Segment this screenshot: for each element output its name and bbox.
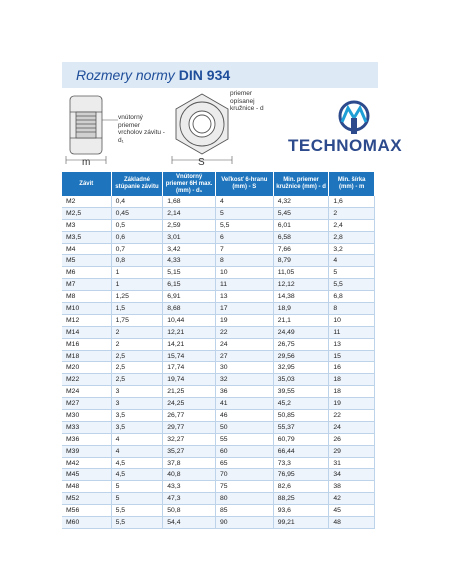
table-cell: 38: [329, 481, 375, 493]
table-cell: 24: [215, 338, 273, 350]
table-cell: 10: [329, 314, 375, 326]
table-cell: 5,15: [163, 267, 216, 279]
table-cell: 0,5: [111, 219, 163, 231]
table-row: [62, 481, 375, 493]
table-row: [62, 410, 375, 422]
table-cell: 18,9: [273, 303, 329, 315]
table-cell: 3: [111, 386, 163, 398]
title-bar: [62, 62, 378, 88]
table-cell: M22: [62, 374, 111, 386]
table-cell: 88,25: [273, 493, 329, 505]
table-cell: 42: [329, 493, 375, 505]
table-row: [62, 469, 375, 481]
table-cell: 90: [215, 517, 273, 529]
table-cell: M16: [62, 338, 111, 350]
table-cell: 5,45: [273, 207, 329, 219]
table-row: [62, 350, 375, 362]
table-cell: 66,44: [273, 445, 329, 457]
table-cell: 17,74: [163, 362, 216, 374]
table-cell: 19: [215, 314, 273, 326]
table-cell: 50,85: [273, 410, 329, 422]
table-cell: 22: [329, 410, 375, 422]
table-cell: M8: [62, 291, 111, 303]
table-cell: 4,33: [163, 255, 216, 267]
table-cell: 39,55: [273, 386, 329, 398]
table-cell: 8,79: [273, 255, 329, 267]
table-cell: 2,4: [329, 219, 375, 231]
table-row: [62, 374, 375, 386]
table-cell: M45: [62, 469, 111, 481]
table-cell: 50: [215, 421, 273, 433]
table-row: [62, 493, 375, 505]
table-cell: M36: [62, 433, 111, 445]
table-cell: 5,5: [111, 517, 163, 529]
table-header-row: [62, 172, 375, 196]
table-cell: 4,5: [111, 469, 163, 481]
table-cell: 35,27: [163, 445, 216, 457]
table-cell: 37,8: [163, 457, 216, 469]
table-row: [62, 255, 375, 267]
table-cell: 19,74: [163, 374, 216, 386]
table-cell: 2,5: [111, 350, 163, 362]
table-cell: M39: [62, 445, 111, 457]
table-row: [62, 338, 375, 350]
table-cell: 45: [329, 505, 375, 517]
table-row: [62, 326, 375, 338]
table-cell: 3: [111, 398, 163, 410]
table-cell: 73,3: [273, 457, 329, 469]
table-cell: 0,6: [111, 231, 163, 243]
table-cell: 6,58: [273, 231, 329, 243]
table-cell: 8: [329, 303, 375, 315]
table-cell: 21,25: [163, 386, 216, 398]
table-cell: 99,21: [273, 517, 329, 529]
table-row: [62, 362, 375, 374]
table-cell: 76,95: [273, 469, 329, 481]
table-cell: 24,25: [163, 398, 216, 410]
table-row: [62, 231, 375, 243]
table-cell: 26,75: [273, 338, 329, 350]
table-cell: M10: [62, 303, 111, 315]
table-cell: 60,79: [273, 433, 329, 445]
table-cell: 2,14: [163, 207, 216, 219]
table-cell: 4,32: [273, 196, 329, 207]
table-cell: 5: [111, 493, 163, 505]
table-cell: M30: [62, 410, 111, 422]
table-cell: 93,6: [273, 505, 329, 517]
table-cell: 2,5: [111, 362, 163, 374]
table-row: [62, 243, 375, 255]
table-cell: 2,5: [111, 374, 163, 386]
table-cell: 0,45: [111, 207, 163, 219]
table-cell: 6,15: [163, 279, 216, 291]
table-cell: 6: [215, 231, 273, 243]
table-cell: 75: [215, 481, 273, 493]
table-cell: 17: [215, 303, 273, 315]
table-cell: 6,01: [273, 219, 329, 231]
table-cell: M20: [62, 362, 111, 374]
table-cell: 2: [111, 326, 163, 338]
table-cell: M60: [62, 517, 111, 529]
table-cell: 43,3: [163, 481, 216, 493]
inner-diameter-label: vnútorný priemer vrcholov závitu - d₁: [118, 114, 165, 144]
table-cell: 29,56: [273, 350, 329, 362]
table-cell: M7: [62, 279, 111, 291]
table-row: [62, 303, 375, 315]
dim-s-label: S: [198, 157, 205, 168]
table-cell: 4: [329, 255, 375, 267]
table-cell: M14: [62, 326, 111, 338]
table-cell: 4,5: [111, 457, 163, 469]
table-row: [62, 421, 375, 433]
table-cell: 1: [111, 267, 163, 279]
table-cell: 2,8: [329, 231, 375, 243]
table-row: [62, 207, 375, 219]
table-cell: M2,5: [62, 207, 111, 219]
table-row: [62, 219, 375, 231]
col-header-min-width: Min. šírka (mm) - m: [329, 172, 375, 196]
table-cell: 46: [215, 410, 273, 422]
outer-diameter-label: priemer opísanej kružnice - d: [230, 90, 264, 112]
table-cell: 14,21: [163, 338, 216, 350]
table-row: [62, 314, 375, 326]
table-cell: 6,91: [163, 291, 216, 303]
table-cell: 5: [111, 481, 163, 493]
table-cell: M2: [62, 196, 111, 207]
table-cell: M24: [62, 386, 111, 398]
table-cell: 13: [329, 338, 375, 350]
table-cell: 18: [329, 374, 375, 386]
table-cell: 10,44: [163, 314, 216, 326]
col-header-hex-size: Veľkosť 6-hranu (mm) - S: [215, 172, 273, 196]
table-cell: 48: [329, 517, 375, 529]
title-prefix: Rozmery normy: [76, 67, 175, 83]
table-cell: 55,37: [273, 421, 329, 433]
table-row: [62, 398, 375, 410]
col-header-inner-diameter: Vnútorný priemer 6H max. (mm) - d₁: [163, 172, 216, 196]
table-cell: 36: [215, 386, 273, 398]
table-cell: 8: [215, 255, 273, 267]
table-cell: M4: [62, 243, 111, 255]
table-cell: 3,5: [111, 410, 163, 422]
table-cell: 1: [111, 279, 163, 291]
table-cell: 16: [329, 362, 375, 374]
table-cell: 5: [329, 267, 375, 279]
table-row: [62, 505, 375, 517]
table-cell: 24: [329, 421, 375, 433]
table-cell: 31: [329, 457, 375, 469]
table-cell: 1,68: [163, 196, 216, 207]
table-row: [62, 386, 375, 398]
table-cell: 3,2: [329, 243, 375, 255]
table-cell: 18: [329, 386, 375, 398]
table-cell: 13: [215, 291, 273, 303]
table-cell: 21,1: [273, 314, 329, 326]
table-cell: 11,05: [273, 267, 329, 279]
table-cell: 29: [329, 445, 375, 457]
table-cell: 0,8: [111, 255, 163, 267]
table-cell: 32: [215, 374, 273, 386]
table-cell: 26: [329, 433, 375, 445]
table-cell: M48: [62, 481, 111, 493]
col-header-thread: Závit: [62, 172, 111, 196]
table-cell: 15,74: [163, 350, 216, 362]
table-cell: 70: [215, 469, 273, 481]
table-cell: 2: [329, 207, 375, 219]
table-cell: 10: [215, 267, 273, 279]
col-header-pitch: Základné stúpanie závitu: [111, 172, 163, 196]
table-cell: 12,12: [273, 279, 329, 291]
table-cell: 30: [215, 362, 273, 374]
table-cell: 22: [215, 326, 273, 338]
table-cell: 0,7: [111, 243, 163, 255]
table-cell: 5,5: [215, 219, 273, 231]
dimensions-table: [62, 172, 375, 529]
table-cell: 40,8: [163, 469, 216, 481]
table-cell: 11: [329, 326, 375, 338]
table-cell: M5: [62, 255, 111, 267]
table-cell: 54,4: [163, 517, 216, 529]
table-cell: 32,27: [163, 433, 216, 445]
table-cell: M6: [62, 267, 111, 279]
title-norm: DIN 934: [178, 67, 231, 83]
table-cell: 6,8: [329, 291, 375, 303]
table-row: [62, 291, 375, 303]
table-cell: 8,68: [163, 303, 216, 315]
table-cell: 0,4: [111, 196, 163, 207]
table-cell: 3,5: [111, 421, 163, 433]
table-cell: 32,95: [273, 362, 329, 374]
table-cell: 26,77: [163, 410, 216, 422]
table-row: [62, 433, 375, 445]
table-row: [62, 267, 375, 279]
table-cell: 29,77: [163, 421, 216, 433]
table-cell: M27: [62, 398, 111, 410]
table-cell: M56: [62, 505, 111, 517]
table-cell: 45,2: [273, 398, 329, 410]
table-cell: 27: [215, 350, 273, 362]
table-cell: M52: [62, 493, 111, 505]
table-row: [62, 445, 375, 457]
table-cell: M3,5: [62, 231, 111, 243]
table-cell: 4: [111, 445, 163, 457]
table-row: [62, 279, 375, 291]
table-cell: 60: [215, 445, 273, 457]
table-row: [62, 196, 375, 207]
table-cell: 1,6: [329, 196, 375, 207]
table-cell: 50,8: [163, 505, 216, 517]
table-cell: 1,75: [111, 314, 163, 326]
table-cell: M18: [62, 350, 111, 362]
table-cell: 41: [215, 398, 273, 410]
table-cell: 85: [215, 505, 273, 517]
table-cell: 1,5: [111, 303, 163, 315]
table-cell: 47,3: [163, 493, 216, 505]
table-cell: 35,03: [273, 374, 329, 386]
table-cell: 34: [329, 469, 375, 481]
table-cell: M12: [62, 314, 111, 326]
table-cell: 5,5: [111, 505, 163, 517]
table-cell: M33: [62, 421, 111, 433]
table-row: [62, 517, 375, 529]
table-cell: 15: [329, 350, 375, 362]
table-cell: 12,21: [163, 326, 216, 338]
table-cell: 24,49: [273, 326, 329, 338]
table-cell: 3,42: [163, 243, 216, 255]
table-cell: M3: [62, 219, 111, 231]
table-cell: 2: [111, 338, 163, 350]
col-header-min-circle: Min. priemer kružnice (mm) - d: [273, 172, 329, 196]
table-cell: 80: [215, 493, 273, 505]
table-cell: 65: [215, 457, 273, 469]
table-cell: 19: [329, 398, 375, 410]
table-cell: 1,25: [111, 291, 163, 303]
table-cell: 82,6: [273, 481, 329, 493]
table-cell: 14,38: [273, 291, 329, 303]
table-cell: M42: [62, 457, 111, 469]
nut-drawing: [62, 90, 264, 170]
table-cell: 3,01: [163, 231, 216, 243]
table-cell: 4: [215, 196, 273, 207]
brand-name: TECHNOMAX: [288, 136, 403, 155]
table-cell: 11: [215, 279, 273, 291]
table-cell: 7: [215, 243, 273, 255]
table-cell: 5,5: [329, 279, 375, 291]
table-cell: 55: [215, 433, 273, 445]
table-cell: 5: [215, 207, 273, 219]
table-row: [62, 457, 375, 469]
table-cell: 4: [111, 433, 163, 445]
table-cell: 2,59: [163, 219, 216, 231]
dim-m-label: m: [82, 157, 91, 168]
table-cell: 7,66: [273, 243, 329, 255]
